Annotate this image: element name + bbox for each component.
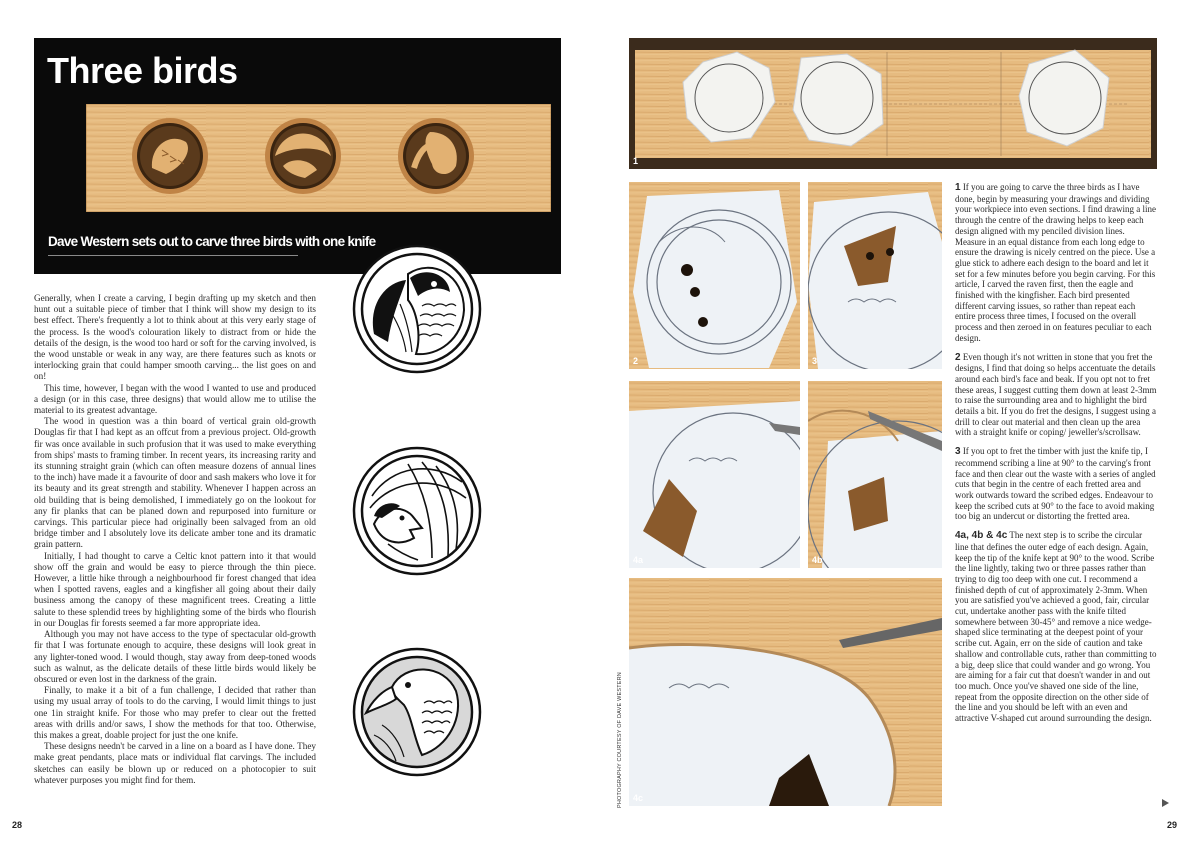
step-3 — [955, 446, 1157, 522]
photo-label: 2 — [633, 356, 639, 366]
page-number-right: 29 — [1167, 820, 1178, 830]
step-text: If you are going to carve the three birds as I have done, begin by measuring your drawings and dividing your workpiece into even sections. I find drawing a line through the centre of the drawing helps to keep each design aligned with my penciled division lines. Measure in an equal distance from each long edge to ensure the drawing is nicely centred on the piece. Use a glue stick to adhere each design to the board and let it set for a few minutes before you begin carving. For this article, I carved the raven first, then the eagle and finished with the kingfisher. Each bird presented different carving issues, so rather than repeat each entire process three times, I focused on the overall process and then zeroed in on features peculiar to each design. — [955, 182, 1156, 343]
photo-2 — [629, 182, 800, 369]
step-text: If you opt to fret the timber with just the knife tip, I recommend scribing a line at 90° to the carving's front face and then clear out the waste with a series of angled cuts that begin in the centre of each fretted area and work outwards toward the scribed edges. Endeavour to keep the scribed cuts at 90° to the face to avoid making too big an undercut or distorting the fretted area. — [955, 446, 1156, 522]
photo-4c — [629, 578, 942, 806]
photo-label: 4c — [633, 793, 644, 803]
body-paragraph: These designs needn't be carved in a line on a board as I have done. They make great pendants, place mats or individual flat carvings. The included sketches can easily be blown up or reduced on a photocopier to suit whatever purposes you might find for them. — [34, 741, 316, 785]
body-paragraph: Finally, to make it a bit of a fun challenge, I decided that rather than using my usual array of tools to do the carving, I would limit things to just one 1in straight knife. For those who may prefer to clear out the fretted areas with drills and/or saws, I show the methods for that too. Otherwise, this makes a great, doable project for just the one knife. — [34, 685, 316, 740]
step-number: 2 — [955, 351, 961, 363]
step-text: Even though it's not written in stone that you fret the designs, I find that doing so helps accentuate the details around each bird's face and beak. If you opt not to fret these areas, I suggest cutting them down at least 2-3mm to raise the surrounding area and to highlight the bird details a bit. If you do fret the designs, I suggest using a drill to clear out material and then clean up the area with a straight knife or coping/ jeweller's/scrollsaw. — [955, 351, 1157, 438]
body-paragraph: Generally, when I create a carving, I begin drafting up my sketch and then hunt out a suitable piece of timber that I think will show my design to its best effect. There's frequently a lot to think about at this very early stage of the process. Is the wood's colouration likely to distract from or hide the details of the design, is the wood too hard or soft for the carving involved, is the wood unstable or weak in any way, are there features such as knots or interlocking grain that could hamper smooth carving... the list goes on and on! — [34, 293, 316, 382]
photo-label: 1 — [633, 156, 639, 166]
photo-4a — [629, 381, 800, 568]
photo-credit: PHOTOGRAPHY COURTESY OF DAVE WESTERN — [617, 672, 623, 808]
step-2 — [955, 352, 1157, 439]
step-number: 3 — [955, 446, 961, 458]
article-body — [34, 293, 316, 786]
photo-label: 4b — [812, 555, 823, 565]
step-1 — [955, 182, 1157, 344]
page-subtitle: Dave Western sets out to carve three birds with one knife — [48, 234, 376, 249]
eagle-carving — [265, 118, 341, 194]
photo-4b — [808, 381, 942, 568]
photo-label: 3 — [812, 356, 818, 366]
raven-drawing — [352, 244, 482, 374]
subtitle-divider — [48, 255, 298, 256]
raven-carving — [132, 118, 208, 194]
carved-board-photo — [86, 104, 551, 212]
body-paragraph: Although you may not have access to the type of spectacular old-growth fir that I was fortunate enough to acquire, these designs will look great in any lighter-toned wood. I would though, stay away from deep-toned woods such as walnut, as the delicate details of these little birds would likely be obscured or even lost in the darkness of the grain. — [34, 629, 316, 684]
eagle-drawing — [352, 446, 482, 576]
photo-3 — [808, 182, 942, 369]
body-paragraph: Initially, I had thought to carve a Celtic knot pattern into it that would show off the grain and would be easy to pierce through the thin piece. However, a little hike through a neighbourhood fir forest changed that idea when I spotted ravens, eagles and a kingfisher all going about their daily business among the canopy of these magnificent trees. Creating a little salute to these splendid trees by highlighting some of the birds who flourish in our Douglas fir forests seemed a far more appropriate idea. — [34, 550, 316, 628]
step-number: 4a, 4b & 4c — [955, 530, 1008, 542]
body-paragraph: The wood in question was a thin board of vertical grain old-growth Douglas fir that I had kept as an offcut from a previous project. Old-growth fir was once available in such profusion that it was used to make everything from ships' masts to framing timber. In recent years, its increasing rarity and its stunning straight grain (which can often measure dozens of annual lines to the inch) have made it a favourite of door and sash makers who love it for its beauty and its great strength and stability. Whenever I happen across an old building that is being demolished, I immediately go on the lookout for any fir planks that can be planed down and repurposed into furniture or carvings. This particular piece had originally been salvaged from an old bridge timber and I absolutely love its delicate amber tone and its dramatic grain pattern. — [34, 416, 316, 550]
page-title: Three birds — [47, 50, 238, 91]
step-4 — [955, 530, 1157, 724]
step-text: The next step is to scribe the circular line that defines the outer edge of each design. Again, keep the tip of the knife kept at 90° to the wood. Scribe the line lightly, taking two or three passes rather than trying to dig too deep with one cut. I recommend a finished depth of cut of approximately 2-3mm. When you are satisfied you've achieved a good, fair, circular cut, undertake another pass with the knife tilted somewhere between 30-45° and remove a nice wedge-shaped slice terminating at the deepest point of your scribe cut. Again, err on the side of caution and take shallow and controllable cuts, rather than committing to a big, deep slice that could wander and go wrong. You are aiming for a fair cut that doesn't wander in and out too much. Once you've shaved one side of the line, repeat from the opposite direction on the other side of the line and you should be left with an even and attractive V-shaped cut around surrounding the design. — [955, 530, 1157, 724]
continue-arrow-icon — [1162, 799, 1169, 807]
step-number: 1 — [955, 182, 961, 193]
body-paragraph: This time, however, I began with the wood I wanted to use and produced a design (or in this case, three designs) that would allow me to utilise the material to its greatest advantage. — [34, 382, 316, 416]
page-number-left: 28 — [12, 820, 23, 830]
photo-1 — [629, 38, 1157, 169]
photo-label: 4a — [633, 555, 644, 565]
kingfisher-drawing — [352, 647, 482, 777]
step-column — [955, 182, 1157, 732]
kingfisher-carving — [398, 118, 474, 194]
